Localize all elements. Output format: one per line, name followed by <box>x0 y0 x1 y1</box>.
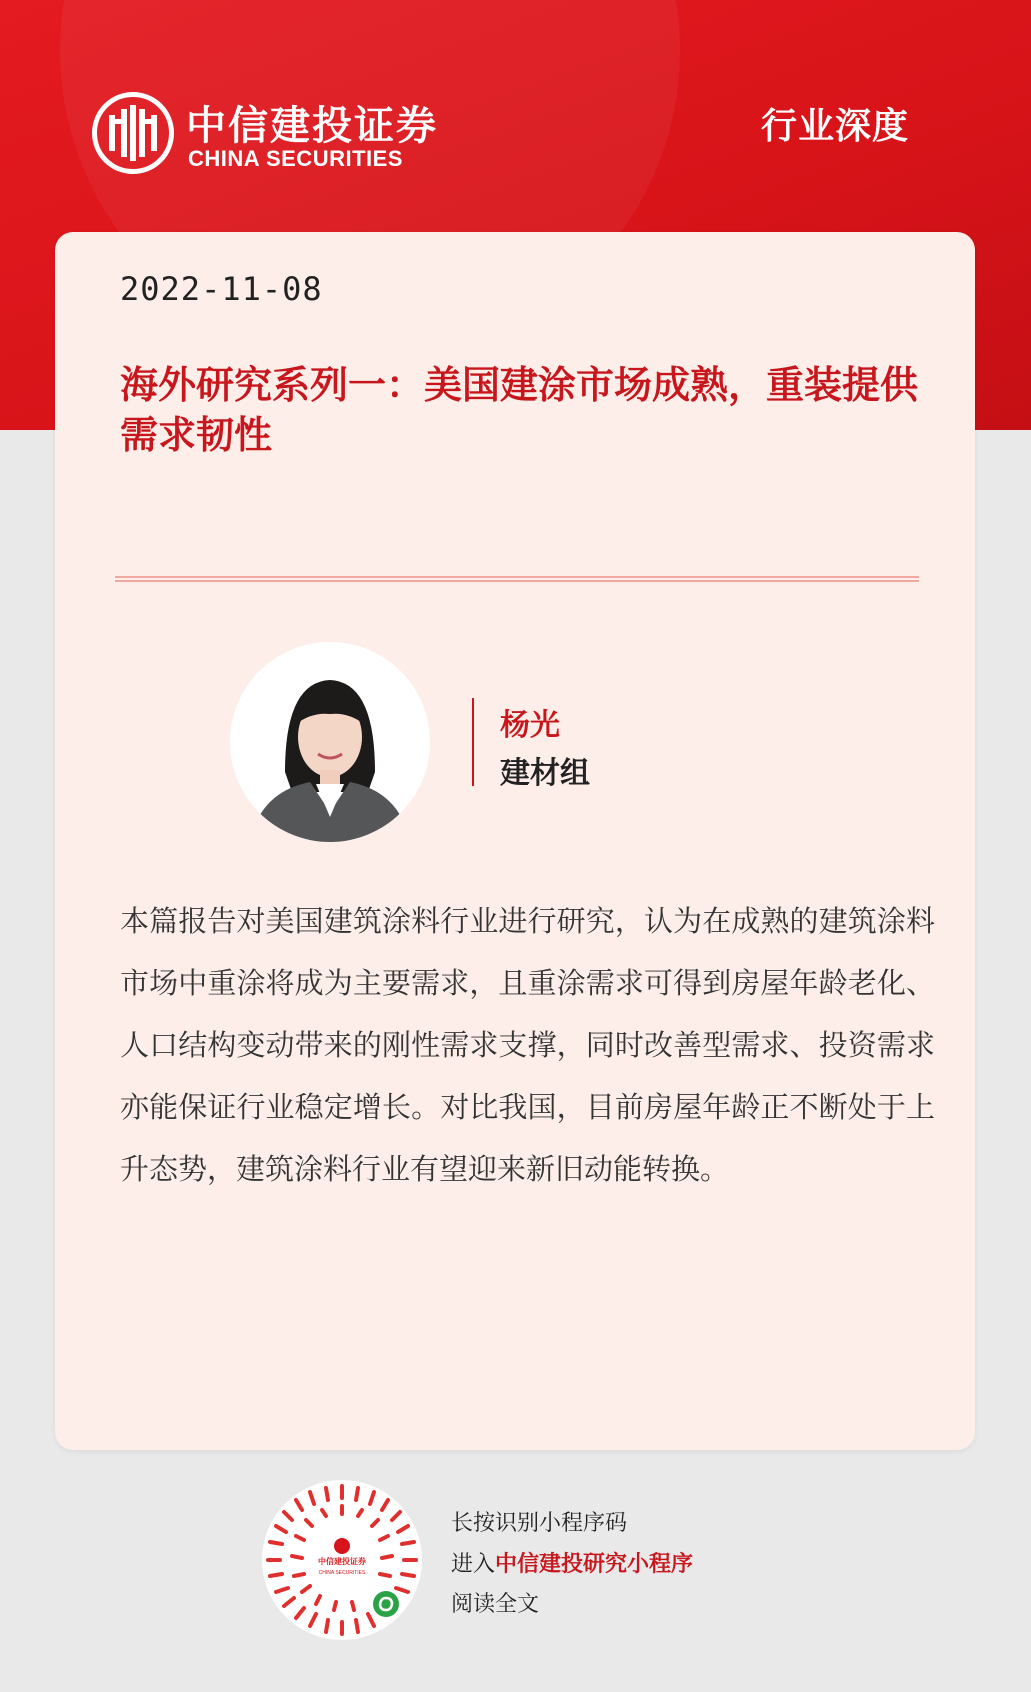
qr-instructions <box>451 1504 693 1625</box>
title-divider <box>115 576 919 582</box>
author-avatar <box>230 642 430 842</box>
author-group: 建材组 <box>500 756 590 791</box>
brand-name-cn: 中信建投证券 <box>186 102 438 149</box>
brand-logo <box>92 92 492 182</box>
report-category: 行业深度 <box>760 105 909 147</box>
qr-logo-en: CHINA SECURITIES <box>318 1570 366 1576</box>
report-summary: 本篇报告对美国建筑涂料行业进行研究，认为在成熟的建筑涂料市场中重涂将成为主要需求，且重涂需求可得到房屋年龄老化、人口结构变动带来的刚性需求支撑，同时改善型需求、投资需求亦能保证行业稳定增长。对比我国，目前房屋年龄正不断处于上升态势，建筑涂料行业有望迎来新旧动能转换。 <box>120 904 935 1186</box>
report-title: 海外研究系列一：美国建涂市场成熟，重装提供需求韧性 <box>120 362 919 457</box>
citic-emblem-icon <box>92 92 174 174</box>
qr-line-2-prefix: 进入 <box>451 1552 496 1577</box>
brand-name-en: CHINA SECURITIES <box>188 146 403 171</box>
qr-line-2 <box>451 1544 693 1585</box>
qr-line-3: 阅读全文 <box>451 1592 540 1617</box>
author-name: 杨光 <box>500 708 560 743</box>
mini-program-qr-code[interactable] <box>262 1480 422 1640</box>
mini-program-link[interactable]: 中信建投研究小程序 <box>495 1551 694 1577</box>
report-card <box>55 232 975 1450</box>
author-accent-bar <box>472 698 474 786</box>
report-date: 2022-11-08 <box>120 270 323 308</box>
qr-line-1: 长按识别小程序码 <box>451 1511 628 1536</box>
qr-logo-cn: 中信建投证券 <box>318 1556 366 1566</box>
